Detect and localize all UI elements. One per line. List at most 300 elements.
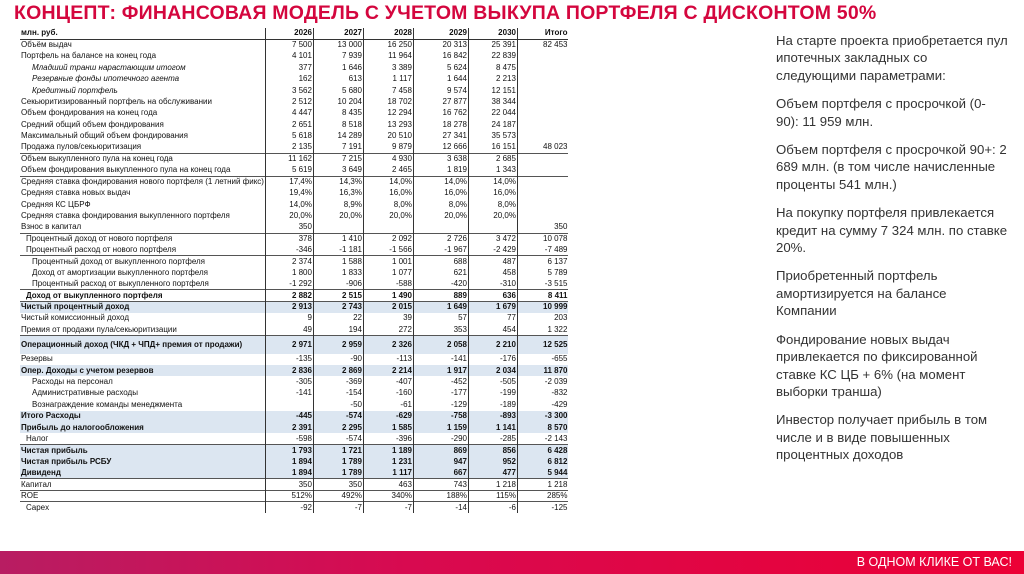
- table-cell: 9: [265, 313, 313, 324]
- table-row: [20, 199, 568, 210]
- table-cell: -407: [363, 376, 413, 387]
- notes-panel: [776, 32, 1008, 475]
- row-label: Чистая прибыль: [20, 445, 265, 456]
- table-cell: -1 181: [313, 244, 363, 255]
- row-label: Кредитный портфель: [20, 85, 265, 96]
- row-label: Взнос в капитал: [20, 222, 265, 233]
- table-cell: [517, 210, 568, 221]
- table-cell: -758: [413, 411, 468, 422]
- table-cell: 38 344: [468, 96, 517, 107]
- table-cell: 188%: [413, 490, 468, 501]
- table-row: [20, 210, 568, 221]
- table-row: [20, 490, 568, 501]
- table-cell: 285%: [517, 490, 568, 501]
- table-cell: 20,0%: [265, 210, 313, 221]
- table-cell: 1 585: [363, 422, 413, 433]
- note: Фондирование новых выдач привлекается по фиксированной ставке КС ЦБ + 6% (на момент выборки транша): [776, 331, 978, 399]
- row-label: Capex: [20, 502, 265, 513]
- table-cell: -452: [413, 376, 468, 387]
- table-cell: 1 490: [363, 290, 413, 301]
- table-cell: 2 726: [413, 233, 468, 244]
- table-cell: -154: [313, 388, 363, 399]
- table-row: [20, 411, 568, 422]
- table-cell: -832: [517, 388, 568, 399]
- table-cell: [517, 176, 568, 187]
- table-cell: -7 489: [517, 244, 568, 255]
- table-cell: 48 023: [517, 142, 568, 153]
- table-cell: 1 189: [363, 445, 413, 456]
- table-cell: 3 472: [468, 233, 517, 244]
- table-cell: 378: [265, 233, 313, 244]
- table-cell: 8,0%: [363, 199, 413, 210]
- table-row: [20, 267, 568, 278]
- table-cell: -113: [363, 354, 413, 365]
- table-cell: 8 570: [517, 422, 568, 433]
- table-cell: 2 092: [363, 233, 413, 244]
- row-label: Дивиденд: [20, 467, 265, 478]
- note: Объем портфеля с просрочкой 90+: 2 689 млн. (в том числе начисленные проценты 541 млн.): [776, 142, 1007, 192]
- table-cell: [517, 165, 568, 176]
- table-cell: -574: [313, 433, 363, 444]
- table-cell: -90: [313, 354, 363, 365]
- table-cell: -92: [265, 502, 313, 513]
- table-cell: 1 001: [363, 256, 413, 267]
- footer-slogan: В ОДНОМ КЛИКЕ ОТ ВАС!: [856, 555, 1012, 569]
- row-label: Доход от амортизации выкупленного портфеля: [20, 267, 265, 278]
- row-label: Чистая прибыль РСБУ: [20, 456, 265, 467]
- table-cell: 454: [468, 324, 517, 335]
- table-cell: 1 917: [413, 365, 468, 376]
- table-cell: [517, 62, 568, 73]
- row-label: Премия от продажи пула/секьюритизации: [20, 324, 265, 335]
- table-cell: [468, 222, 517, 233]
- row-label: Процентный расход от выкупленного портфеля: [20, 279, 265, 290]
- table-cell: 3 649: [313, 165, 363, 176]
- table-cell: 350: [517, 222, 568, 233]
- table-row: [20, 354, 568, 365]
- table-cell: 2 913: [265, 301, 313, 312]
- row-label: Секьюритизированный портфель на обслуживании: [20, 96, 265, 107]
- table-cell: -1 967: [413, 244, 468, 255]
- table-cell: -893: [468, 411, 517, 422]
- table-cell: -7: [313, 502, 363, 513]
- table-cell: 7 939: [313, 51, 363, 62]
- table-cell: 856: [468, 445, 517, 456]
- table-cell: 27 877: [413, 96, 468, 107]
- table-cell: 14 289: [313, 131, 363, 142]
- table-cell: 16 250: [363, 39, 413, 50]
- table-cell: 20,0%: [313, 210, 363, 221]
- table-cell: 7 215: [313, 153, 363, 164]
- row-label: Средняя ставка фондирования выкупленного портфеля: [20, 210, 265, 221]
- table-cell: 2 213: [468, 74, 517, 85]
- table-cell: 1 679: [468, 301, 517, 312]
- table-cell: 10 078: [517, 233, 568, 244]
- table-row: [20, 324, 568, 335]
- table-cell: 22 839: [468, 51, 517, 62]
- table-cell: 16,0%: [413, 187, 468, 198]
- table-cell: 869: [413, 445, 468, 456]
- note: Объем портфеля с просрочкой (0-90): 11 959 млн.: [776, 96, 986, 129]
- table-row: [20, 365, 568, 376]
- table-cell: 1 800: [265, 267, 313, 278]
- table-row: [20, 153, 568, 164]
- table-row: [20, 62, 568, 73]
- table-cell: 16,3%: [313, 187, 363, 198]
- row-label: ROE: [20, 490, 265, 501]
- table-cell: 492%: [313, 490, 363, 501]
- table-cell: -396: [363, 433, 413, 444]
- table-cell: 10 999: [517, 301, 568, 312]
- column-header: 2030: [468, 28, 517, 39]
- row-label: Чистый комиссионный доход: [20, 313, 265, 324]
- table-cell: -629: [363, 411, 413, 422]
- table-cell: 8 518: [313, 119, 363, 130]
- table-cell: 1 159: [413, 422, 468, 433]
- table-cell: 1 117: [363, 467, 413, 478]
- table-cell: 16,0%: [363, 187, 413, 198]
- table-row: [20, 39, 568, 50]
- table-cell: [517, 199, 568, 210]
- table-cell: 1 833: [313, 267, 363, 278]
- table-cell: -61: [363, 399, 413, 410]
- row-label: Портфель на балансе на конец года: [20, 51, 265, 62]
- table-row: [20, 336, 568, 354]
- table-cell: -125: [517, 502, 568, 513]
- table-cell: -598: [265, 433, 313, 444]
- table-cell: -189: [468, 399, 517, 410]
- table-cell: 6 428: [517, 445, 568, 456]
- row-label: Процентный доход от выкупленного портфеля: [20, 256, 265, 267]
- table-cell: 2 512: [265, 96, 313, 107]
- table-cell: 1 117: [363, 74, 413, 85]
- column-header: 2027: [313, 28, 363, 39]
- table-row: [20, 502, 568, 513]
- table-cell: 2 651: [265, 119, 313, 130]
- row-label: Операционный доход (ЧКД + ЧПД+ премия от продажи): [20, 336, 265, 354]
- table-cell: 2 515: [313, 290, 363, 301]
- table-cell: 14,0%: [468, 176, 517, 187]
- table-cell: 1 218: [468, 479, 517, 490]
- table-row: [20, 479, 568, 490]
- table-header-row: [20, 28, 568, 39]
- table-cell: 9 879: [363, 142, 413, 153]
- table-cell: 463: [363, 479, 413, 490]
- table-row: [20, 233, 568, 244]
- table-cell: 1 649: [413, 301, 468, 312]
- table-cell: 7 458: [363, 85, 413, 96]
- table-cell: 8,9%: [313, 199, 363, 210]
- table-row: [20, 187, 568, 198]
- table-cell: 2 391: [265, 422, 313, 433]
- table-cell: 2 374: [265, 256, 313, 267]
- table-cell: [517, 153, 568, 164]
- table-row: [20, 131, 568, 142]
- table-cell: 5 624: [413, 62, 468, 73]
- table-cell: [517, 85, 568, 96]
- table-row: [20, 467, 568, 478]
- table-cell: 17,4%: [265, 176, 313, 187]
- table-cell: 49: [265, 324, 313, 335]
- table-cell: 8,0%: [468, 199, 517, 210]
- table-cell: 8 475: [468, 62, 517, 73]
- table-cell: -3 515: [517, 279, 568, 290]
- table-row: [20, 96, 568, 107]
- table-cell: [363, 222, 413, 233]
- table-cell: 2 326: [363, 336, 413, 354]
- table-cell: 1 644: [413, 74, 468, 85]
- table-cell: 743: [413, 479, 468, 490]
- table-cell: [517, 187, 568, 198]
- table-cell: -50: [313, 399, 363, 410]
- table-cell: -2 429: [468, 244, 517, 255]
- table-cell: 12 151: [468, 85, 517, 96]
- table-cell: 2 214: [363, 365, 413, 376]
- table-cell: 194: [313, 324, 363, 335]
- table-row: [20, 301, 568, 312]
- table-cell: [517, 108, 568, 119]
- table-cell: 11 964: [363, 51, 413, 62]
- table-row: [20, 290, 568, 301]
- table-cell: -655: [517, 354, 568, 365]
- table-cell: 4 930: [363, 153, 413, 164]
- table-cell: 162: [265, 74, 313, 85]
- table-cell: 14,0%: [413, 176, 468, 187]
- row-label: Резервы: [20, 354, 265, 365]
- table-cell: [413, 222, 468, 233]
- table-cell: 1 819: [413, 165, 468, 176]
- table-cell: 14,3%: [313, 176, 363, 187]
- table-cell: 77: [468, 313, 517, 324]
- table-cell: 1 894: [265, 467, 313, 478]
- table-row: [20, 376, 568, 387]
- note: На старте проекта приобретается пул ипотечных закладных со следующими параметрами:: [776, 33, 1008, 83]
- table-cell: 20 510: [363, 131, 413, 142]
- table-row: [20, 119, 568, 130]
- table-row: [20, 399, 568, 410]
- row-label: Продажа пулов/секьюритизация: [20, 142, 265, 153]
- table-cell: -420: [413, 279, 468, 290]
- table-cell: 1 141: [468, 422, 517, 433]
- table-cell: 12 525: [517, 336, 568, 354]
- note: Приобретенный портфель амортизируется на балансе Компании: [776, 268, 947, 319]
- table-cell: 22 044: [468, 108, 517, 119]
- table-cell: 952: [468, 456, 517, 467]
- table-cell: -445: [265, 411, 313, 422]
- table-cell: 1 322: [517, 324, 568, 335]
- table-cell: 487: [468, 256, 517, 267]
- table-cell: 35 573: [468, 131, 517, 142]
- table-cell: 2 135: [265, 142, 313, 153]
- table-cell: 353: [413, 324, 468, 335]
- table-cell: 2 882: [265, 290, 313, 301]
- table-cell: -310: [468, 279, 517, 290]
- row-label: Доход от выкупленного портфеля: [20, 290, 265, 301]
- row-label: Административные расходы: [20, 388, 265, 399]
- table-cell: 20,0%: [363, 210, 413, 221]
- row-label: Налог: [20, 433, 265, 444]
- table-cell: 14,0%: [265, 199, 313, 210]
- table-row: [20, 222, 568, 233]
- table-row: [20, 108, 568, 119]
- table-cell: 13 293: [363, 119, 413, 130]
- page-title: КОНЦЕПТ: ФИНАНСОВАЯ МОДЕЛЬ С УЧЕТОМ ВЫКУПА ПОРТФЕЛЯ С ДИСКОНТОМ 50%: [14, 2, 877, 24]
- table-cell: 636: [468, 290, 517, 301]
- table-cell: 39: [363, 313, 413, 324]
- table-cell: 350: [313, 479, 363, 490]
- table-cell: 8,0%: [413, 199, 468, 210]
- table-row: [20, 256, 568, 267]
- note: На покупку портфеля привлекается кредит на сумму 7 324 млн. по ставке 20%.: [776, 205, 1008, 256]
- table-cell: 19,4%: [265, 187, 313, 198]
- table-row: [20, 176, 568, 187]
- table-cell: 2 685: [468, 153, 517, 164]
- row-label: Максимальный общий объем фондирования: [20, 131, 265, 142]
- table-cell: 3 389: [363, 62, 413, 73]
- table-cell: 5 944: [517, 467, 568, 478]
- table-row: [20, 74, 568, 85]
- table-cell: 1 218: [517, 479, 568, 490]
- table-cell: 458: [468, 267, 517, 278]
- row-label: Средняя ставка новых выдач: [20, 187, 265, 198]
- footer-bar: [0, 551, 1024, 574]
- table-cell: -369: [313, 376, 363, 387]
- table-row: [20, 244, 568, 255]
- row-label: Объем выкупленного пула на конец года: [20, 153, 265, 164]
- row-label: Итого Расходы: [20, 411, 265, 422]
- table-cell: -199: [468, 388, 517, 399]
- table-cell: 203: [517, 313, 568, 324]
- table-cell: -135: [265, 354, 313, 365]
- table-row: [20, 433, 568, 444]
- table-cell: 272: [363, 324, 413, 335]
- table-cell: 350: [265, 479, 313, 490]
- table-cell: -6: [468, 502, 517, 513]
- table-cell: -176: [468, 354, 517, 365]
- table-cell: 8 411: [517, 290, 568, 301]
- table-cell: 20 313: [413, 39, 468, 50]
- table-cell: -1 566: [363, 244, 413, 255]
- table-cell: 13 000: [313, 39, 363, 50]
- table-row: [20, 51, 568, 62]
- table-cell: 2 058: [413, 336, 468, 354]
- table-cell: 7 500: [265, 39, 313, 50]
- financial-model-table: [20, 28, 568, 513]
- table-cell: 16,0%: [468, 187, 517, 198]
- table-cell: 25 391: [468, 39, 517, 50]
- table-cell: 57: [413, 313, 468, 324]
- table-cell: 1 588: [313, 256, 363, 267]
- row-label: Прибыль до налогообложения: [20, 422, 265, 433]
- table-cell: 10 204: [313, 96, 363, 107]
- table-cell: 27 341: [413, 131, 468, 142]
- table-cell: 20,0%: [413, 210, 468, 221]
- table-cell: [517, 96, 568, 107]
- table-cell: 4 447: [265, 108, 313, 119]
- table-cell: 1 793: [265, 445, 313, 456]
- table-cell: 688: [413, 256, 468, 267]
- table-cell: 621: [413, 267, 468, 278]
- table-cell: 12 294: [363, 108, 413, 119]
- table-cell: -574: [313, 411, 363, 422]
- table-cell: -2 143: [517, 433, 568, 444]
- table-row: [20, 313, 568, 324]
- table-cell: 1 343: [468, 165, 517, 176]
- table-cell: 2 210: [468, 336, 517, 354]
- table-cell: -2 039: [517, 376, 568, 387]
- table-cell: 14,0%: [363, 176, 413, 187]
- table-cell: -505: [468, 376, 517, 387]
- table-cell: 5 619: [265, 165, 313, 176]
- row-label: Средний общий объем фондирования: [20, 119, 265, 130]
- table-cell: -141: [265, 388, 313, 399]
- table-cell: -160: [363, 388, 413, 399]
- table-cell: 3 562: [265, 85, 313, 96]
- table-cell: 2 015: [363, 301, 413, 312]
- row-label: Расходы на персонал: [20, 376, 265, 387]
- row-label: Объём выдач: [20, 39, 265, 50]
- row-label: Средняя ставка фондирования нового портфеля (1 летний фикс): [21, 177, 264, 187]
- table-cell: 1 894: [265, 456, 313, 467]
- table-cell: 667: [413, 467, 468, 478]
- table-cell: -3 300: [517, 411, 568, 422]
- table-cell: 18 702: [363, 96, 413, 107]
- table-cell: [517, 74, 568, 85]
- table-cell: -141: [413, 354, 468, 365]
- row-label: Резервные фонды ипотечного агента: [20, 74, 265, 85]
- row-label: Капитал: [20, 479, 265, 490]
- column-header: 2029: [413, 28, 468, 39]
- table-cell: 16 842: [413, 51, 468, 62]
- table-cell: -429: [517, 399, 568, 410]
- table-cell: -1 292: [265, 279, 313, 290]
- table-cell: 2 743: [313, 301, 363, 312]
- table-row: [20, 142, 568, 153]
- table-cell: 2 971: [265, 336, 313, 354]
- table-cell: 11 870: [517, 365, 568, 376]
- row-label: Чистый процентный доход: [20, 301, 265, 312]
- table-cell: 1 789: [313, 456, 363, 467]
- table-row: [20, 445, 568, 456]
- table-cell: 2 959: [313, 336, 363, 354]
- row-label: Опер. Доходы с учетом резервов: [20, 365, 265, 376]
- table-cell: 22: [313, 313, 363, 324]
- table-cell: 889: [413, 290, 468, 301]
- table-cell: 12 666: [413, 142, 468, 153]
- table-cell: -285: [468, 433, 517, 444]
- table-cell: -346: [265, 244, 313, 255]
- table-cell: [517, 51, 568, 62]
- column-header: млн. руб.: [20, 28, 265, 39]
- row-label: Средняя КС ЦБРФ: [20, 199, 265, 210]
- table-cell: 5 680: [313, 85, 363, 96]
- table-cell: 6 137: [517, 256, 568, 267]
- table-cell: -129: [413, 399, 468, 410]
- table-cell: -290: [413, 433, 468, 444]
- table-row: [20, 165, 568, 176]
- table-cell: [265, 399, 313, 410]
- table-cell: 2 295: [313, 422, 363, 433]
- table-cell: 3 638: [413, 153, 468, 164]
- note: Инвестор получает прибыль в том числе и в виде повышенных процентных доходов: [776, 412, 988, 463]
- table-cell: [313, 222, 363, 233]
- column-header: Итого: [517, 28, 568, 39]
- table-cell: -177: [413, 388, 468, 399]
- table-cell: 1 410: [313, 233, 363, 244]
- table-cell: 340%: [363, 490, 413, 501]
- table-row: [20, 456, 568, 467]
- table-cell: 2 034: [468, 365, 517, 376]
